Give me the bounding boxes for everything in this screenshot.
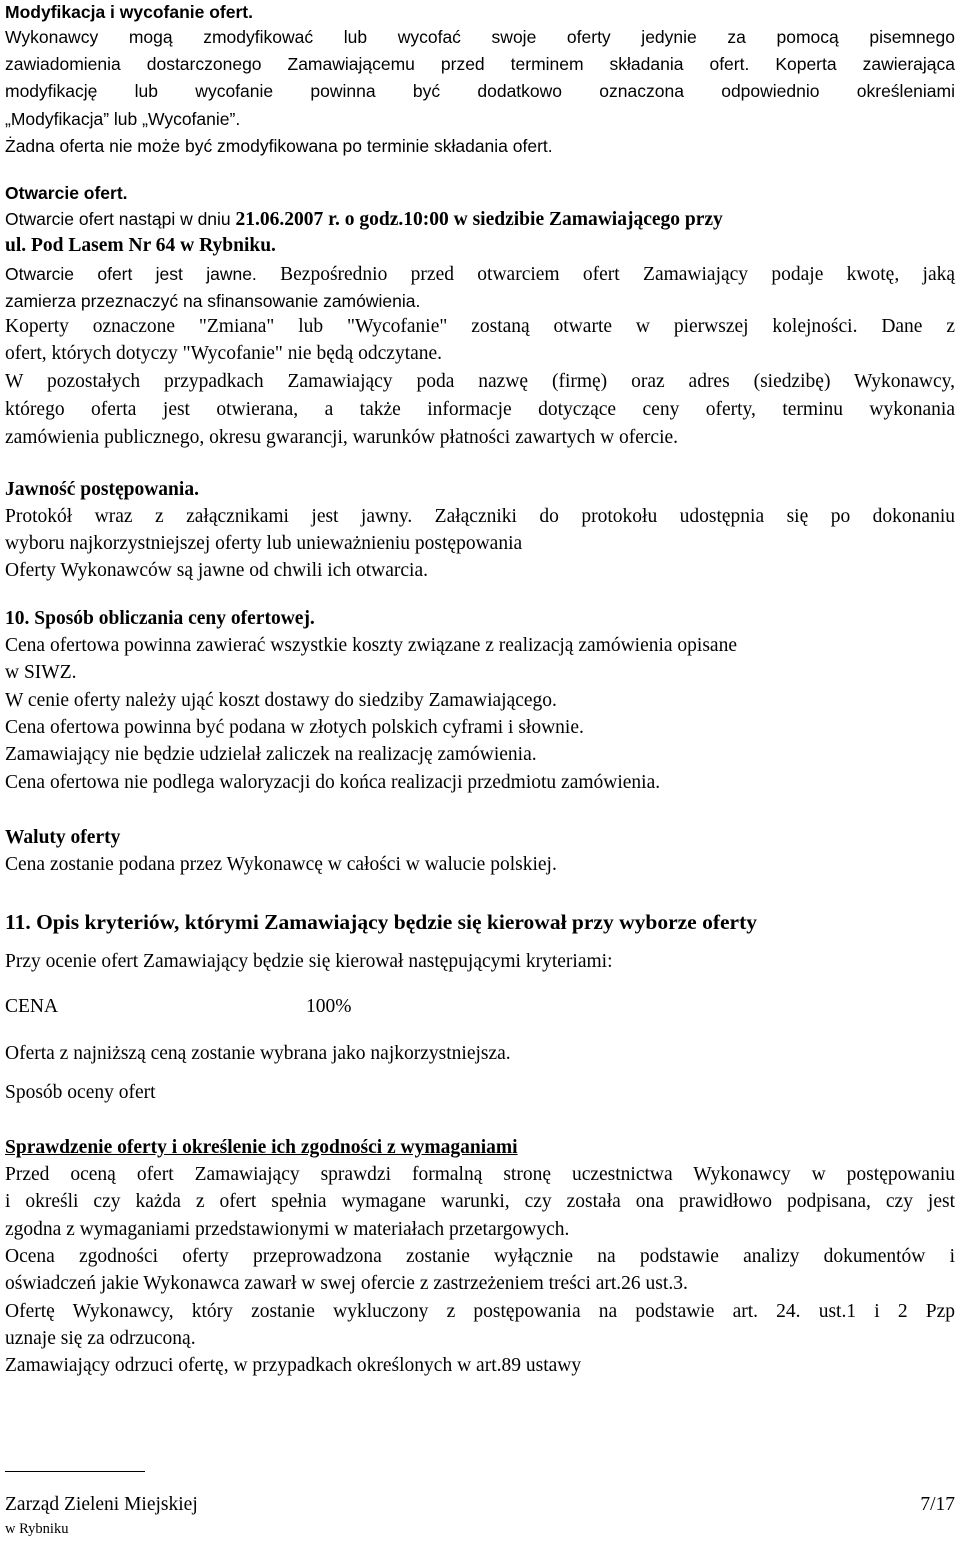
text-line: Żadna oferta nie może być zmodyfikowana po terminie składania ofert. — [5, 136, 553, 156]
text-line: Ofertę Wykonawcy, który zostanie wykluczony z postępowania na podstawie art. 24. ust.1 i 2 Pzp — [5, 1301, 955, 1322]
subheading-sposob-oceny: Sposób oceny ofert — [5, 1082, 156, 1103]
text-line: Ocena zgodności oferty przeprowadzona zostanie wyłącznie na podstawie analizy dokumentów i — [5, 1246, 955, 1267]
text-line: zamówienia publicznego, okresu gwarancji, warunków płatności zawartych w ofercie. — [5, 427, 679, 448]
heading-section-10: 10. Sposób obliczania ceny ofertowej. — [5, 608, 315, 629]
text-line: którego oferta jest otwierana, a także informacje dotyczące ceny oferty, terminu wykonania — [5, 399, 955, 420]
text-line: modyfikację lub wycofanie powinna być dodatkowo oznaczona odpowiednio określeniami — [5, 81, 955, 101]
text-span: Bezpośrednio przed otwarciem ofert Zamawiający podaje kwotę, jaką — [256, 264, 956, 285]
text-line: Zamawiający odrzuci ofertę, w przypadkach określonych w art.89 ustawy — [5, 1355, 582, 1376]
text-line: uznaje się za odrzuconą. — [5, 1328, 196, 1349]
text-line: i określi czy każda z ofert spełnia wymagane warunki, czy została ona prawidłowo podpisana, czy jest — [5, 1191, 955, 1212]
text-line — [5, 262, 955, 287]
text-line — [5, 207, 723, 232]
text-line: wyboru najkorzystniejszej oferty lub unieważnieniu postępowania — [5, 533, 523, 554]
heading-waluty: Waluty oferty — [5, 827, 121, 848]
footer-divider — [5, 1471, 145, 1472]
text-line: Koperty oznaczone "Zmiana" lub "Wycofanie" zostaną otwarte w pierwszej kolejności. Dane z — [5, 316, 955, 337]
text-line: Oferty Wykonawców są jawne od chwili ich otwarcia. — [5, 560, 428, 581]
heading-sprawdzenie: Sprawdzenie oferty i określenie ich zgodności z wymaganiami — [5, 1137, 518, 1158]
text-line: Cena ofertowa powinna być podana w złotych polskich cyframi i słownie. — [5, 717, 584, 738]
text-line: Protokół wraz z załącznikami jest jawny. Załączniki do protokołu udostępnia się po dokonaniu — [5, 506, 955, 527]
footer-organization-city: w Rybniku — [5, 1521, 69, 1537]
text-line: oświadczeń jakie Wykonawca zawarł w swej ofercie z zastrzeżeniem treści art.26 ust.3. — [5, 1273, 688, 1294]
text-line: zgodna z wymaganiami przedstawionymi w materiałach przetargowych. — [5, 1219, 570, 1240]
criterion-name: CENA — [5, 996, 59, 1017]
text-line: Wykonawcy mogą zmodyfikować lub wycofać swoje oferty jedynie za pomocą pisemnego — [5, 27, 955, 47]
text-line: Przed oceną ofert Zamawiający sprawdzi formalną stronę uczestnictwa Wykonawcy w postępowaniu — [5, 1164, 955, 1185]
text-span: Otwarcie ofert jest jawne. — [5, 264, 257, 284]
text-line: ofert, których dotyczy "Wycofanie" nie będą odczytane. — [5, 343, 443, 364]
text-line: Cena ofertowa nie podlega waloryzacji do końca realizacji przedmiotu zamówienia. — [5, 772, 661, 793]
text-line: Zamawiający nie będzie udzielał zaliczek na realizację zamówienia. — [5, 744, 537, 765]
text-line: „Modyfikacja” lub „Wycofanie”. — [5, 109, 241, 129]
text-line: Cena zostanie podana przez Wykonawcę w całości w walucie polskiej. — [5, 854, 557, 875]
heading-section-11: 11. Opis kryteriów, którymi Zamawiający będzie się kierował przy wyborze oferty — [5, 910, 757, 934]
page-number: 7/17 — [920, 1494, 955, 1515]
text-line: zawiadomienia dostarczonego Zamawiającemu przed terminem składania ofert. Koperta zawierająca — [5, 54, 955, 74]
text-line: Przy ocenie ofert Zamawiający będzie się kierował następującymi kryteriami: — [5, 951, 613, 972]
footer-organization: Zarząd Zieleni Miejskiej — [5, 1494, 198, 1515]
heading-modyfikacja: Modyfikacja i wycofanie ofert. — [5, 2, 253, 22]
criterion-weight: 100% — [306, 996, 352, 1017]
heading-otwarcie: Otwarcie ofert. — [5, 183, 128, 203]
text-line: W pozostałych przypadkach Zamawiający poda nazwę (firmę) oraz adres (siedzibę) Wykonawcy, — [5, 371, 955, 392]
text-line: zamierza przeznaczyć na sfinansowanie zamówienia. — [5, 291, 421, 311]
opening-address: ul. Pod Lasem Nr 64 w Rybniku. — [5, 235, 276, 256]
text-line: Cena ofertowa powinna zawierać wszystkie koszty związane z realizacją zamówienia opisane — [5, 635, 737, 656]
text-span: Otwarcie ofert nastąpi w dniu — [5, 209, 236, 229]
text-line: Oferta z najniższą ceną zostanie wybrana jako najkorzystniejsza. — [5, 1043, 511, 1064]
opening-date: 21.06.2007 r. o godz.10:00 w siedzibie Zamawiającego przy — [235, 209, 723, 230]
text-line: W cenie oferty należy ująć koszt dostawy do siedziby Zamawiającego. — [5, 690, 557, 711]
text-line: w SIWZ. — [5, 662, 77, 683]
heading-jawnosc: Jawność postępowania. — [5, 479, 199, 500]
